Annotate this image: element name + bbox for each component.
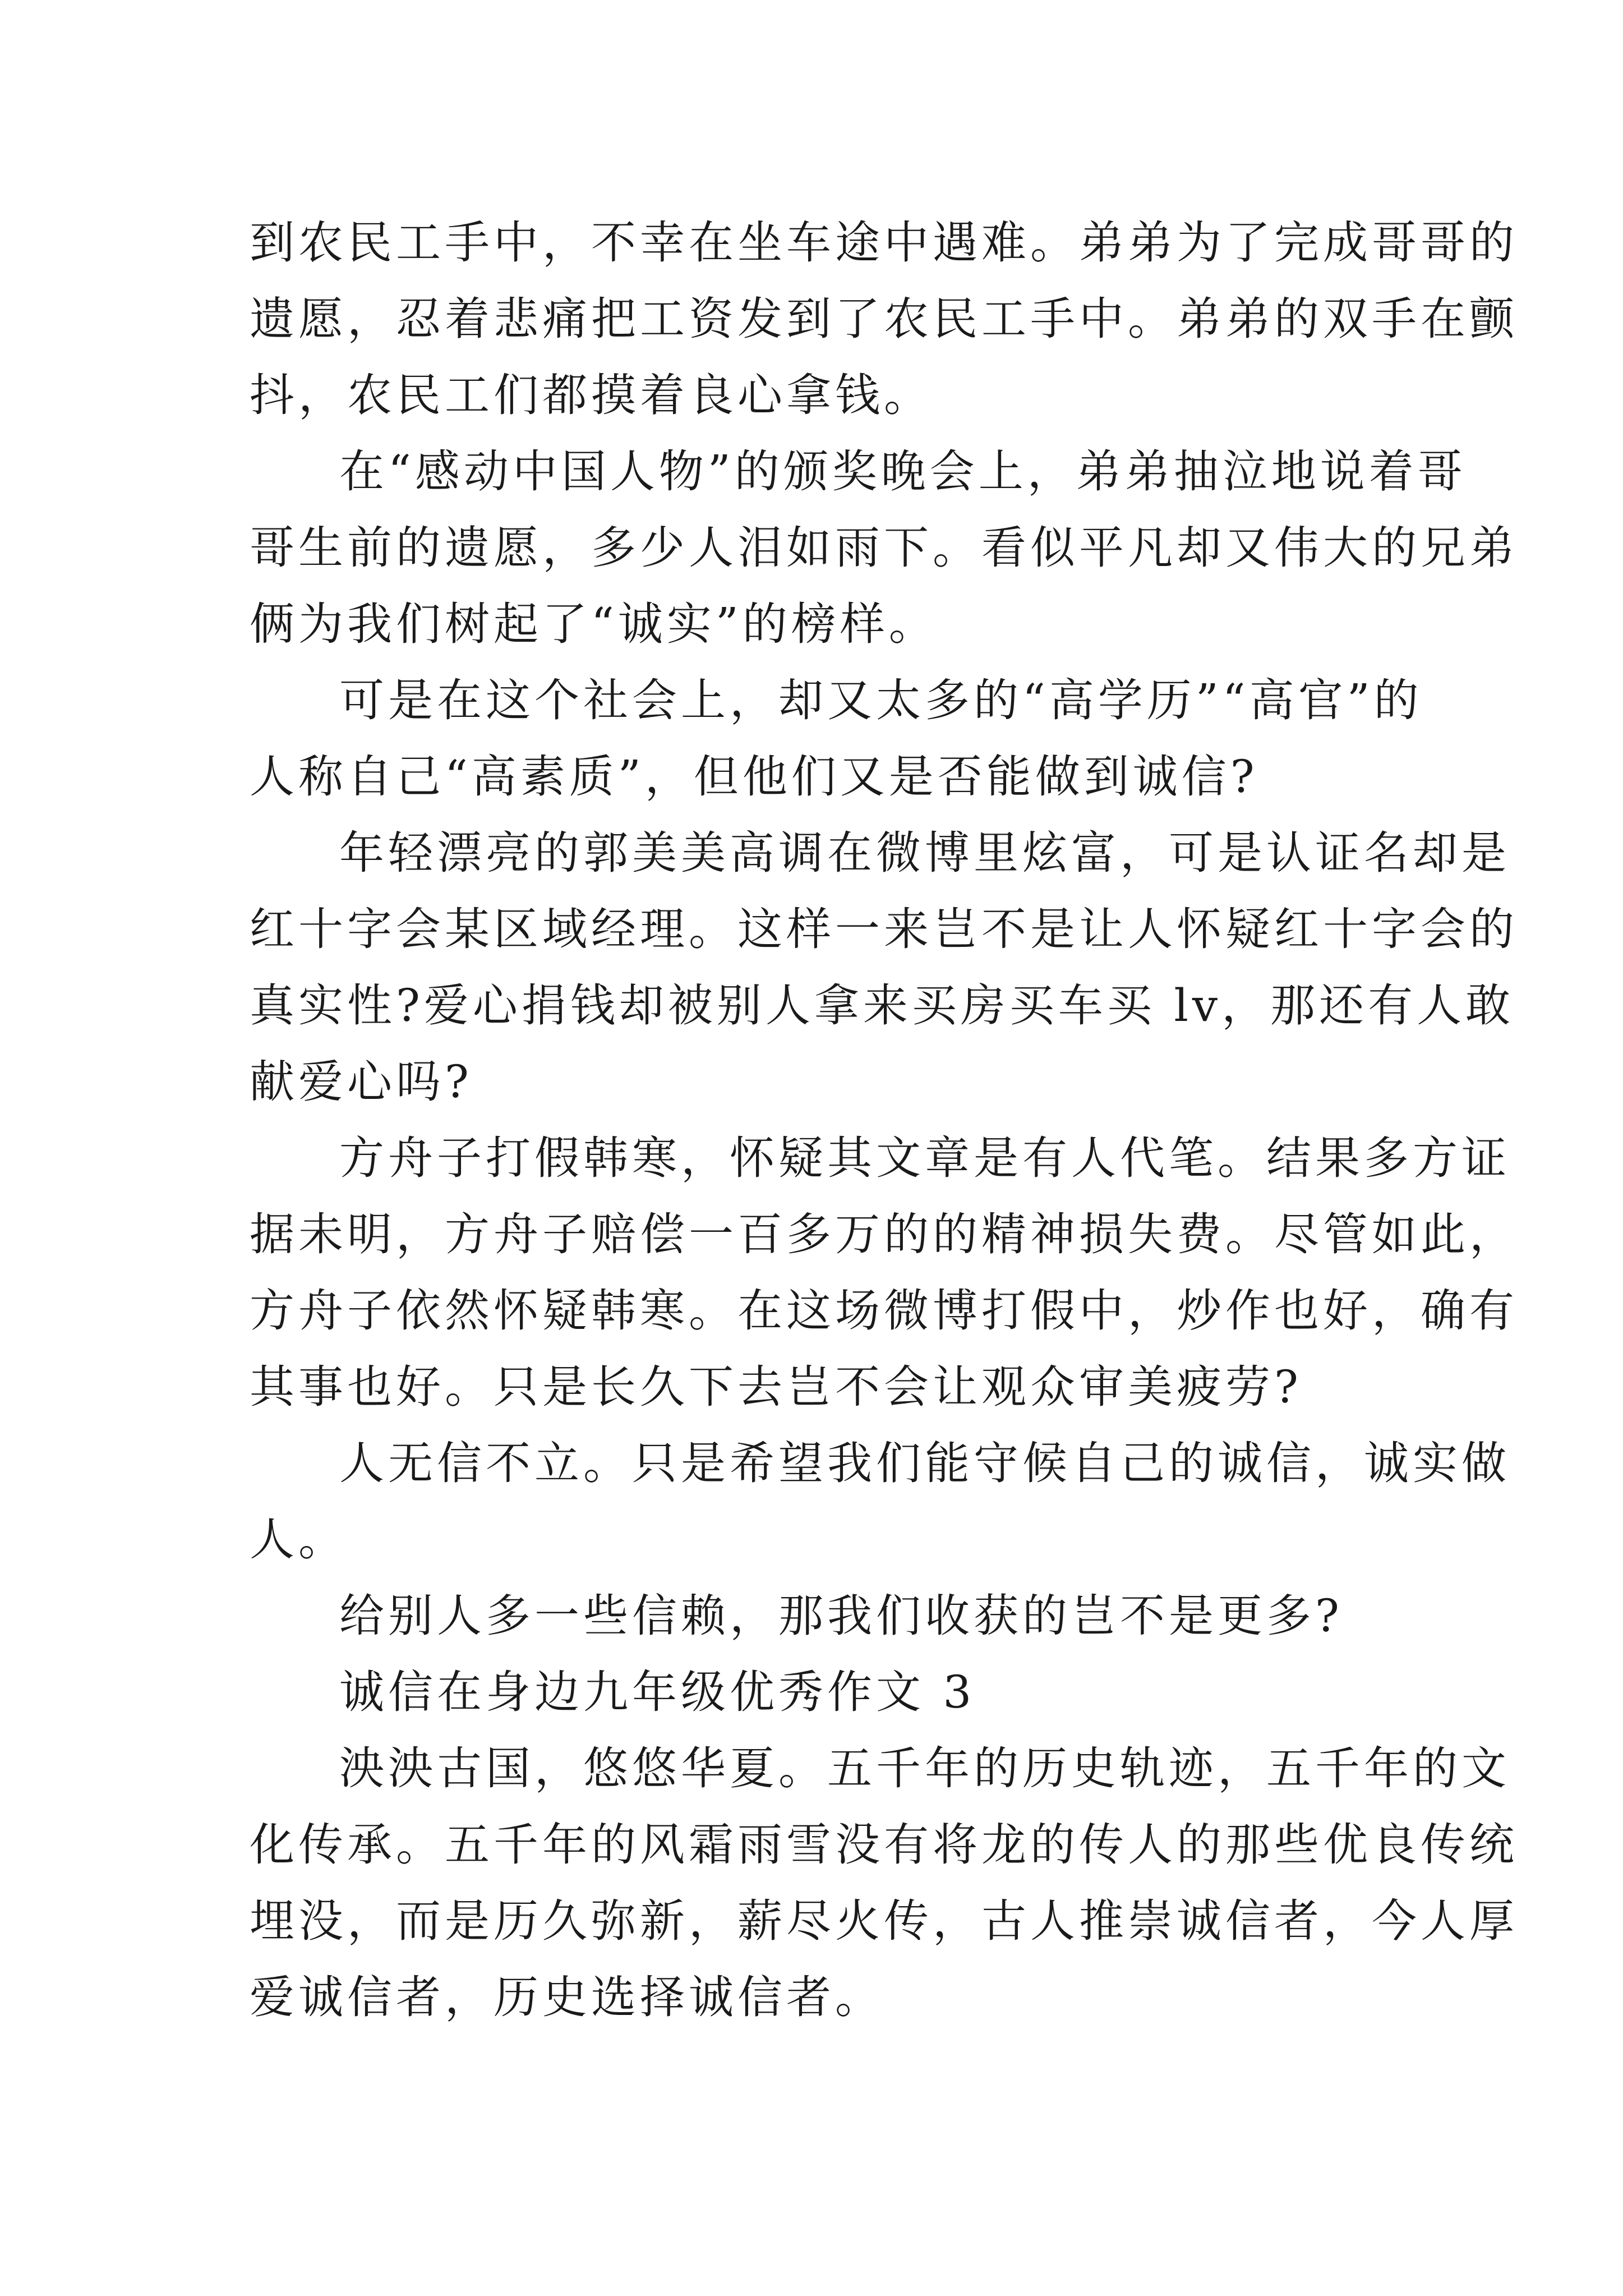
essay-text <box>250 205 1518 2036</box>
text-line: 真实性?爱心捐钱却被别人拿来买房买车买 lv，那还有人敢 <box>250 979 1515 1032</box>
text-line: 方舟子依然怀疑韩寒。在这场微博打假中，炒作也好，确有 <box>250 1285 1518 1337</box>
text-line: 在“感动中国人物”的颁奖晚会上，弟弟抽泣地说着哥 <box>339 445 1467 498</box>
text-line: 抖，农民工们都摸着良心拿钱。 <box>250 369 933 421</box>
text-line: 泱泱古国，悠悠华夏。五千年的历史轨迹，五千年的文 <box>339 1742 1510 1795</box>
text-line: 到农民工手中，不幸在坐车途中遇难。弟弟为了完成哥哥的 <box>250 217 1518 269</box>
text-line: 化传承。五千年的风霜雨雪没有将龙的传人的那些优良传统 <box>250 1819 1518 1871</box>
text-line: 其事也好。只是长久下去岂不会让观众审美疲劳? <box>250 1361 1302 1413</box>
text-line: 给别人多一些信赖，那我们收获的岂不是更多? <box>339 1590 1343 1642</box>
text-line: 埋没，而是历久弥新，薪尽火传，古人推崇诚信者，今人厚 <box>250 1895 1518 1947</box>
text-line: 方舟子打假韩寒，怀疑其文章是有人代笔。结果多方证 <box>339 1132 1510 1184</box>
text-line: 遗愿，忍着悲痛把工资发到了农民工手中。弟弟的双手在颤 <box>250 293 1518 345</box>
text-line: 红十字会某区域经理。这样一来岂不是让人怀疑红十字会的 <box>250 903 1518 955</box>
section-heading: 诚信在身边九年级优秀作文 3 <box>339 1666 976 1718</box>
text-line: 人。 <box>250 1513 347 1566</box>
text-line: 人称自己“高素质”，但他们又是否能做到诚信? <box>250 751 1258 803</box>
text-line: 献爱心吗? <box>250 1056 473 1108</box>
text-line: 可是在这个社会上，却又太多的“高学历”“高官”的 <box>339 674 1423 726</box>
text-line: 据未明，方舟子赔偿一百多万的的精神损失费。尽管如此， <box>250 1208 1518 1260</box>
text-line: 年轻漂亮的郭美美高调在微博里炫富，可是认证名却是 <box>339 827 1510 879</box>
text-line: 俩为我们树起了“诚实”的榜样。 <box>250 598 938 650</box>
text-line: 爱诚信者，历史选择诚信者。 <box>250 1971 884 2023</box>
text-line: 哥生前的遗愿，多少人泪如雨下。看似平凡却又伟大的兄弟 <box>250 522 1518 574</box>
text-line: 人无信不立。只是希望我们能守候自己的诚信，诚实做 <box>339 1437 1510 1489</box>
